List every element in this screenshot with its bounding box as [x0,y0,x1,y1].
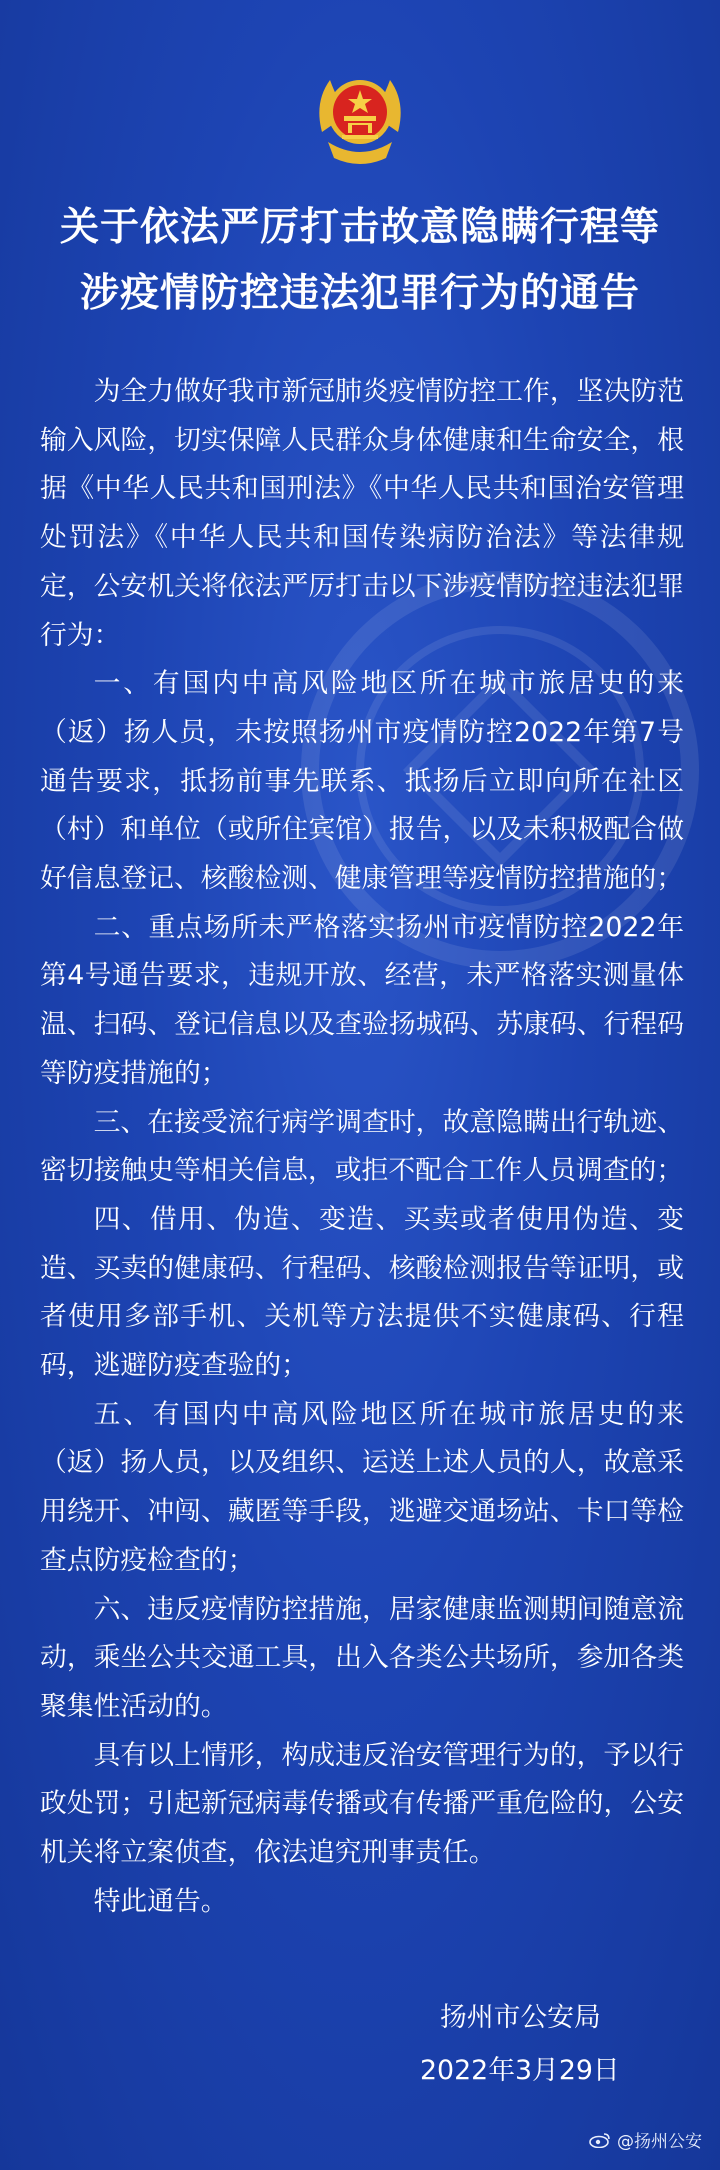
body-paragraph: 一、有国内中高风险地区所在城市旅居史的来（返）扬人员，未按照扬州市疫情防控2022年第7号通告要求，抵扬前事先联系、抵扬后立即向所在社区（村）和单位（或所住宾馆）报告，以及未积极配合做好信息登记、核酸检测、健康管理等疫情防控措施的； [40,668,684,895]
notice-body [40,368,684,1927]
signature-organization: 扬州市公安局 [440,2002,601,2033]
watermark-text: @扬州公安 [617,2132,702,2152]
police-emblem-icon [308,62,412,170]
body-paragraph: 四、借用、伪造、变造、买卖或者使用伪造、变造、买卖的健康码、行程码、核酸检测报告等证明，或者使用多部手机、关机等方法提供不实健康码、行程码，逃避防疫查验的； [40,1203,684,1382]
weibo-icon [589,2132,611,2148]
body-paragraph: 三、在接受流行病学调查时，故意隐瞒出行轨迹、密切接触史等相关信息，或拒不配合工作人员调查的； [40,1106,684,1187]
body-paragraph: 六、违反疫情防控措施，居家健康监测期间随意流动，乘坐公共交通工具，出入各类公共场所，参加各类聚集性活动的。 [40,1593,684,1722]
body-paragraph: 五、有国内中高风险地区所在城市旅居史的来（返）扬人员，以及组织、运送上述人员的人，故意采用绕开、冲闯、藏匿等手段，逃避交通场站、卡口等检查点防疫检查的； [40,1398,684,1576]
body-paragraph: 二、重点场所未严格落实扬州市疫情防控2022年第4号通告要求，违规开放、经营，未严格落实测量体温、扫码、登记信息以及查验扬城码、苏康码、行程码等防疫措施的； [40,911,684,1089]
weibo-watermark [589,2127,702,2152]
signature-date: 2022年3月29日 [420,2055,620,2086]
notice-title-line-1: 关于依法严厉打击故意隐瞒行程等 [59,204,660,250]
body-paragraph: 特此通告。 [93,1885,228,1917]
body-paragraph: 具有以上情形，构成违反治安管理行为的，予以行政处罚；引起新冠病毒传播或有传播严重危险的，公安机关将立案侦查，依法追究刑事责任。 [40,1739,684,1869]
notice-title-line-2: 涉疫情防控违法犯罪行为的通告 [79,270,640,316]
body-paragraph: 为全力做好我市新冠肺炎疫情防控工作，坚决防范输入风险，切实保障人民群众身体健康和生命安全，根据《中华人民共和国刑法》《中华人民共和国治安管理处罚法》《中华人民共和国传染病防治法》等法律规定，公安机关将依法严厉打击以下涉疫情防控违法犯罪行为： [40,376,684,651]
